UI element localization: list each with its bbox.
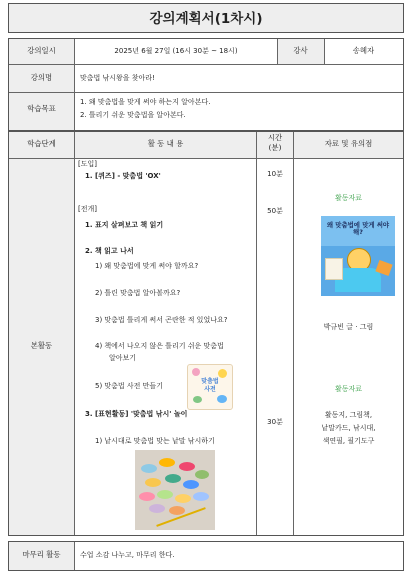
info-table xyxy=(8,38,404,131)
header-material: 자료 및 유의점 xyxy=(324,139,373,148)
materials-label: 활동자료 xyxy=(334,385,363,393)
quiz-item: 1. [퀴즈] - 맞춤법 'OX' xyxy=(85,172,161,180)
closing-label: 마무리 활동 xyxy=(22,550,61,559)
lesson-plan-document xyxy=(8,3,404,571)
question-3: 3) 맞춤법 틀리게 써서 곤란한 적 있었나요? xyxy=(95,316,228,324)
book-author: 박규빈 글 · 그림 xyxy=(323,323,374,331)
header-stage: 학습단계 xyxy=(27,139,56,148)
date-label: 강의일시 xyxy=(27,46,56,55)
instructor-label: 강사 xyxy=(293,46,308,55)
goal-item: 2. 틀리기 쉬운 맞춤법을 알아본다. xyxy=(80,111,186,119)
page-title: 강의계획서(1차시) xyxy=(149,11,263,27)
lecture-name-value: 맞춤법 낚시왕을 찾아라! xyxy=(80,74,155,82)
activity-item-3: 3. [표현활동] '맞춤법 낚시' 놀이 xyxy=(85,410,188,418)
time-intro: 10분 xyxy=(267,170,283,178)
dictionary-label: 맞춤법 xyxy=(201,378,219,385)
goal-label: 학습목표 xyxy=(27,104,56,113)
question-4-cont: 알아보기 xyxy=(109,354,137,362)
book-cover-title: 왜 맞춤법에 맞게 써야 해? xyxy=(326,221,390,237)
header-time: 시간 xyxy=(267,133,283,142)
date-value: 2025년 6월 27일 (16시 30분 ~ 18시) xyxy=(114,47,238,55)
closing-table xyxy=(8,541,404,571)
time-development: 50분 xyxy=(267,207,283,215)
question-2: 2) 틀린 맞춤법 알아볼까요? xyxy=(95,289,181,297)
activity-item-2: 2. 책 읽고 나서 xyxy=(85,247,134,255)
goal-item: 1. 왜 맞춤법을 맞게 써야 하는지 알아본다. xyxy=(80,98,211,106)
closing-text: 수업 소감 나누고, 마무리 한다. xyxy=(80,551,175,559)
question-5: 5) 맞춤법 사전 만들기 xyxy=(95,382,163,390)
activity-table xyxy=(8,131,404,536)
question-4: 4) 책에서 나오지 않은 틀리기 쉬운 맞춤법 xyxy=(95,342,224,350)
fishing-game-photo xyxy=(135,450,215,530)
title-bar xyxy=(8,3,404,33)
stage-main-activity: 본활동 xyxy=(30,341,53,350)
development-tag: [전개] xyxy=(78,205,97,213)
book-cover-image xyxy=(321,216,395,296)
intro-tag: [도입] xyxy=(78,160,97,168)
dictionary-label: 사전 xyxy=(204,386,216,393)
materials-list-item: 색연필, 필기도구 xyxy=(322,437,375,445)
header-content: 활 동 내 용 xyxy=(147,139,184,148)
spelling-dictionary-image xyxy=(187,364,233,410)
question-1: 1) 왜 맞춤법에 맞게 써야 할까요? xyxy=(95,262,199,270)
materials-label: 활동자료 xyxy=(334,194,363,202)
question-6: 1) 낱시대로 맞춤법 맞는 낱말 낚시하기 xyxy=(95,437,215,445)
lecture-name-label: 강의명 xyxy=(30,73,53,82)
instructor-value: 송혜자 xyxy=(352,46,375,55)
materials-list-item: 활동지, 그림책, xyxy=(324,411,373,419)
materials-list-item: 낱말카드, 낚시대, xyxy=(321,424,376,432)
header-time-unit: (분) xyxy=(268,143,282,152)
time-expression: 30분 xyxy=(267,418,283,426)
activity-item-1: 1. 표지 살펴보고 책 읽기 xyxy=(85,221,164,229)
